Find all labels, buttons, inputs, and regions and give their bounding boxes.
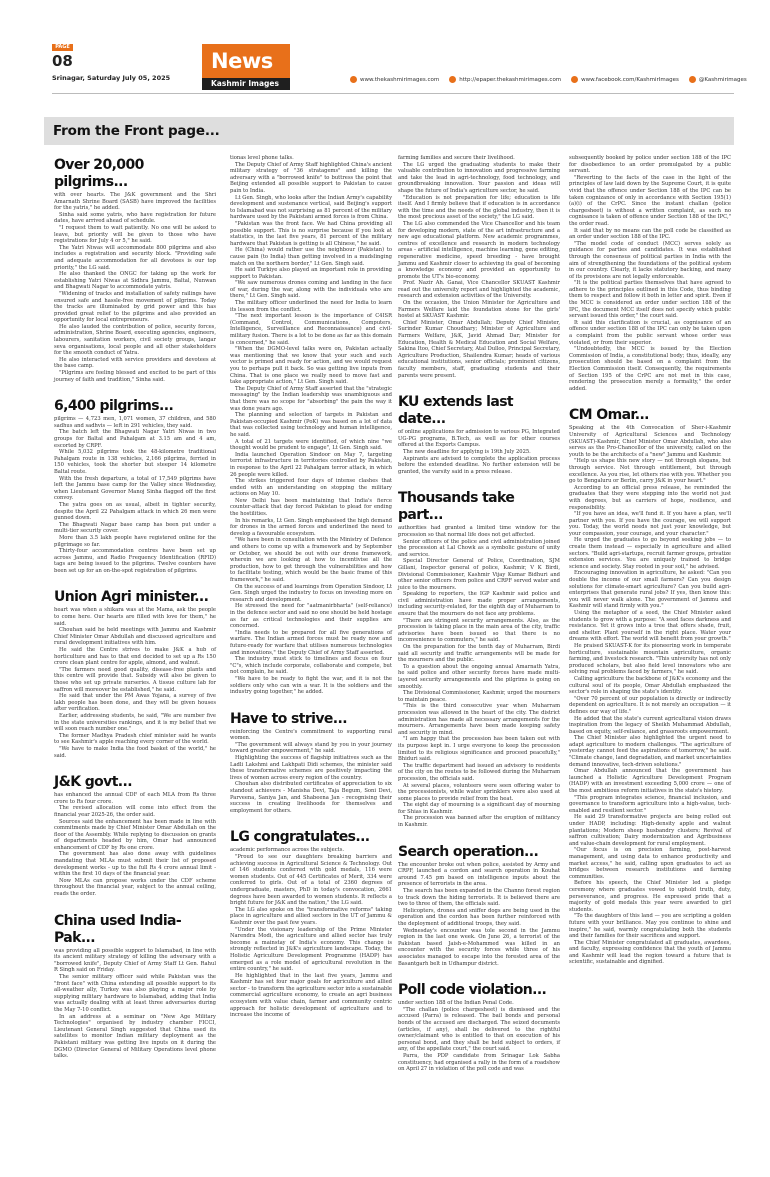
article-paragraph: The eight day of mourning is a significant day of mourning for Shias in Kashmir. bbox=[398, 802, 560, 815]
article-paragraph: "I request them to wait patiently. No one will be asked to leave, but priority will be given to those who have registrations for July 4 or 5," he said. bbox=[54, 224, 216, 245]
article-paragraph: A total of 21 targets were identified, of which nine "we thought would be prudent to engage", Lt Gen. Singh said. bbox=[230, 438, 392, 452]
article-paragraph: "Our focus is on precision farming, post-harvest management, and using data to enhance productivity and market access," he said, calling upon graduates to act as bridges between research institutions and farming communities. bbox=[569, 847, 731, 880]
article bbox=[398, 982, 560, 1073]
article bbox=[230, 829, 392, 1018]
article-paragraph: "We have been in consultation with the Ministry of Defence and others to come up with a framework and by September or October, we should be out with our drone framework, wherein we are looking at how to incentivise all the production, how to get through the vulnerabilities and how to facilitate testing, which would be the basic frame of this framework," he said. bbox=[230, 537, 392, 583]
article bbox=[54, 913, 216, 1060]
brand-title: News bbox=[202, 44, 290, 78]
header-divider bbox=[52, 93, 734, 94]
article-paragraph: "Help us shape this new story — not through slogans, but through service. Not through entitlement, but through excellence. As you rise, let others rise with you. Whether you go to Bengaluru or Berlin, carry J&K in your heart." bbox=[569, 458, 731, 485]
article-paragraph: with over hearts. The J&K government and the Shri Amarnath Shrine Board (SASB) have improved the facilities for the yatris," he added. bbox=[54, 192, 216, 212]
article-paragraph: Wednesday's encounter was tole second in the Jammu region in the last one week. On June 26, a terrorist of the Pakistan based Jaish-e-Mohammed was killed in an encounter with the security forces while three of his associates managed to escape into the forested area of the Basantgarh belt in Udhampur district. bbox=[398, 927, 560, 967]
article-paragraph: "Over 70 percent of our population is directly or indirectly dependent on agriculture. It is not merely an occupation — it defines our way of life." bbox=[569, 695, 731, 715]
article-paragraph: "We have to be ready to fight the war, and it is not the soldiers only who can win a war. It is the soldiers and the industry going together," he added. bbox=[230, 675, 392, 696]
article bbox=[569, 155, 731, 392]
epaper-link[interactable]: http://epaper.thekashmirimages.com bbox=[449, 76, 561, 83]
article-paragraph: Helicopters, drones and sniffer dogs are being used in the operation and the cordon has been further reinforced with the deployment of additional troops, they said. bbox=[398, 907, 560, 927]
article-paragraph: "The model code of conduct (MCC) serves solely as guidance for parties and candidates. It was established through the consensus of political parties in India with the aim of strengthening the foundations of the political system in our country. Clearly, it lacks statutory backing, and many of its provisions are not legally enforceable. bbox=[569, 240, 731, 280]
article-paragraph: Special Director General of Police, Coordination, SJM Gillani, Inspector general of police, Kashmir, V K Birdi, Divisional Commissioner, Kashmir Vijay Kumar Bidhuri and other senior officers from police and CRPF served water and juice to the mourners. bbox=[398, 558, 560, 591]
article-paragraph: Earlier, addressing students, he said, "We are number five in the state universities rankings, and it is my belief that we will soon reach number one." bbox=[54, 712, 216, 733]
article-headline: LG congratulates... bbox=[230, 829, 370, 846]
article-paragraph: Omar Abdullah announced that the government has launched a Holistic Agriculture Development Program (HADP) with an investment exceeding 5,000 crore — one of the most ambitious reform initiatives in the state's history. bbox=[569, 768, 731, 795]
article-paragraph: The Deputy Chief of Army Staff highlighted China's ancient military strategy of "36 stratagems" and killing the adversary with a "borrowed knife" to buttress the point that Beijing extended all possible support to Pakistan to cause pain to India. bbox=[230, 161, 392, 194]
article-paragraph: He also interacted with service providers and devotees at the base camp. bbox=[54, 356, 216, 370]
article-paragraph: Before his speech, the Chief Minister led a pledge ceremony where graduates vowed to uphold truth, duty, perseverance, and progress. He expressed pride that a majority of gold medals this year were awarded to girl students. bbox=[569, 880, 731, 913]
article-paragraph: "There are stringent security arrangements. Also, as the procession is taking place in the main area of the city, traffic advisories have been issued so that there is no inconvenience to commuters," he said. bbox=[398, 617, 560, 644]
article-paragraph: He (China) would rather use the neighbour (Pakistan) to cause pain (to India) than getting involved in a mudslinging match on the northern border," Lt Gen. Singh said. bbox=[230, 247, 392, 267]
globe-icon bbox=[350, 76, 357, 83]
article-paragraph: "Education is not preparation for life; education is life itself. And I firmly believe that if education is in accordance with the time and the needs of the global industry, then it is the most precious asset of the society," the LG said. bbox=[398, 194, 560, 221]
article bbox=[398, 844, 560, 968]
article-paragraph: The traffic department had issued an advisory to residents of the city on the routes to be followed during the Muharram procession, the officials said. bbox=[398, 762, 560, 782]
article-paragraph: The new deadline for applying is 19th July 2025. bbox=[403, 448, 531, 455]
article-paragraph: "When the DGMO-level talks were on, Pakistan actually was mentioning that we know that your such and such vector is primed and ready for action, and we would request you to perhaps pull it back. So was getting live inputs from China. That is one place we really need to move fast and take appropriate action," Lt Gen. Singh said. bbox=[230, 346, 392, 386]
article-paragraph: was providing all possible support to Islamabad, in line with its ancient military strategy of killing the adversary with a "borrowed knife", Deputy Chief of Army Staff Lt Gen. Rahul R Singh said on Friday. bbox=[54, 947, 216, 974]
article-paragraph: The batch left the Bhagwati Nagar Yatri Niwas in two groups for Baltal and Pahalgam at 3.15 am and 4 am, escorted by CRPF. bbox=[54, 429, 216, 449]
article-paragraph: authorities had granted a limited time window for the procession so that normal life does not get affected. bbox=[398, 525, 560, 538]
article-paragraph: He also thanked the ONGC for taking up the work for establishing Yatri Niwas at Sidhra Jammu, Baltal, Nunwan and Bhagwati Nagar to accommodate yatris. bbox=[54, 271, 216, 291]
article-paragraph: On the preparation for the tenth day of Muharram, Birdi said all security and traffic arrangements will be made for the mourners and the public. bbox=[398, 644, 560, 664]
article-paragraph: "Pakistan was the front face. We had China providing all possible support. This is no surprise because if you look at statistics, in the last five years, 81 percent of the military hardware that Pakistan is getting is all Chinese," he said. bbox=[230, 220, 392, 247]
article-paragraph: To a question about the ongoing annual Amarnath Yatra, he said police and other security forces have made multi-layered security arrangements and the pilgrims is going on smoothly. bbox=[398, 663, 560, 690]
article-paragraph: The former Madhya Pradesh chief minister said he wants to see Kashmir's apple reaching every corner of the world. bbox=[54, 732, 216, 746]
website-link[interactable]: www.thekashmirimages.com bbox=[350, 76, 439, 83]
article-paragraph: He said Turkiye also played an important role in providing support to Pakistan. bbox=[230, 267, 392, 280]
article-paragraph: reinforcing the Centre's commitment to supporting rural women. bbox=[230, 728, 392, 742]
article-paragraph: The industry must stick to timelines and focus on four "C"s, which include corporate, collaborate and compete, but not complain, he said. bbox=[230, 656, 392, 676]
article-paragraph: The Chief Minister also highlighted the urgent need to adapt agriculture to modern challenges. "The agriculture of yesterday cannot feed the aspirations of tomorrow," he said. "Climate change, land degradation, and market uncertainties demand innovative, tech-driven solutions." bbox=[569, 735, 731, 768]
dateline: Srinagar, Saturday July 05, 2025 bbox=[52, 74, 171, 82]
article-paragraph: He highlighted that in the last five years, Jammu and Kashmir has set four major goals for agriculture and allied sector - to transform the agriculture sector into a sustainable commercial agriculture economy, to create an agri business ecosystem with value chain, farmer and community centric approach for holistic development of agriculture and to increase the income of bbox=[230, 972, 392, 1019]
article-paragraph: Sources said the enhancement has been made in line with commitments made by Chief Minister Omar Abdullah on the floor of the Assembly. While replying to discussion on grants of departments headed by him, Omar had announced enhancement of CDF by Rs one crore. bbox=[54, 818, 216, 851]
article-paragraph: According to an official press release, he reminded the graduates that they were stepping into the world not just with degrees, but as carriers of hope, resilience, and responsibility. bbox=[569, 484, 731, 511]
article-paragraph: "The challan (police chargesheet) is dismissed and the accused (Parra) is released. The bail bonds and personal bonds of the accused are discharged. The seized documents (articles, if any), shall be delivered to the rightful owner/claimant who is entitled to that on execution of his personal bond, and they shall be held subject to orders, if any, of the appellate court," the court said. bbox=[398, 1006, 560, 1053]
article-paragraph: Speaking to reporters, the IGP Kashmir said police and civil administration have made proper arrangements, including security-related, for the eighth day of Muharram to ensure that the mourners do not face any problems. bbox=[398, 591, 560, 618]
page-header bbox=[0, 0, 770, 110]
article-paragraph: "If you have an idea, we'll fund it. If you have a plan, we'll partner with you. If you have the courage, we will support you. Today, the world needs not just your knowledge, but your compassion, your courage, and your character." bbox=[569, 511, 731, 537]
article-paragraph: More than 3.5 lakh people have registered online for the pilgrimage so far. bbox=[54, 534, 216, 548]
article-paragraph: He said the Centre strives to make J&K a hub of horticulture and has to that end decided to set up a Rs 150 crore clean plant centre for apple, almond, and walnut. bbox=[54, 647, 216, 667]
article-paragraph: "The government will always stand by you in your journey toward greater empowerment," he said. bbox=[230, 741, 392, 755]
article bbox=[398, 490, 560, 828]
article-paragraph: Senior officers of the police and civil administration joined the procession at Lal Chowk as a symbolic gesture of unity and service. bbox=[398, 538, 560, 558]
article-paragraph: Chouhan also distributed certificates of appreciation to six standout achievers - Manisha Devi, Taja Begum, Soni Devi, Parveena, Saniya Jan, and Shabeena Jan - recognising their success in creating livelihoods for themselves and employment for others. bbox=[230, 781, 392, 814]
article-paragraph: The Chief Minister congratulated all graduates, awardees, and faculty, expressing confidence that the youth of Jammu and Kashmir will lead the region toward a future that is scientific, sustainable and dignified. bbox=[569, 939, 731, 966]
article-paragraph: The LG also spoke on the "transformative reforms" taking place in agriculture and allied sectors in the UT of Jammu & Kashmir over the past few years. bbox=[230, 906, 392, 926]
article-paragraph: The Bhagwati Nagar base camp has been put under a multi-tier security cover. bbox=[54, 521, 216, 535]
article-paragraph: has enhanced the annual CDF of each MLA from Rs three crore to Rs four crore. bbox=[54, 792, 216, 805]
article-paragraph: The government has also done away with guidelines mandating that MLAs must submit their list of proposed development works - up to the full Rs 4 crore annual limit - within the first 10 days of the financial year. bbox=[54, 851, 216, 878]
article-paragraph: At several places, volunteers were seen offering water to the processionists, while water sprinklers were also used at some places to provide relief from the heat. bbox=[398, 782, 560, 802]
article-paragraph: He said that under the PM Awas Yojana, a survey of five lakh people has been done, and they will be given houses after verification. bbox=[54, 693, 216, 713]
article-paragraph: The Yatri Niwas will accommodate 800 pilgrims and also includes a registration and security block. "Providing safe and adequate accommodation for all devotees is our top priority," the LG said. bbox=[54, 244, 216, 271]
column-3 bbox=[398, 155, 560, 1073]
epaper-icon bbox=[449, 76, 456, 83]
section-title: From the Front page... bbox=[53, 123, 220, 139]
article-paragraph: pilgrims — 4,723 men, 1,071 women, 37 children, and 580 sadhus and sadhvis — left in 291 vehicles, they said. bbox=[54, 416, 216, 429]
article-paragraph: In an address at a seminar on "New Age Military Technologies" organised by industry chamber FICCI, Lieutenant General Singh suggested that China used its satellites to monitor Indian military deployment as the Pakistani military was getting live inputs on it during the DGMO (Director General of Military Operations level phone talks. bbox=[54, 1013, 216, 1060]
article-paragraph: With the fresh departure, a total of 17,549 pilgrims have left the Jammu base camp for the Valley since Wednesday, when Lieutenant Governor Manoj Sinha flagged off the first convoy. bbox=[54, 475, 216, 502]
article-paragraph: He also lauded the contribution of police, security forces, administration, Shrine Board, executing agencies, engineers, labourers, sanitation workers, civil society groups, langar seva organisations, local people and all other stakeholders for the smooth conduct of Yatra. bbox=[54, 323, 216, 357]
article bbox=[398, 155, 560, 379]
article-headline: CM Omar... bbox=[569, 407, 649, 424]
article-paragraph: academic performance across the subjects. bbox=[230, 847, 345, 854]
column-2 bbox=[230, 155, 392, 1019]
article bbox=[54, 589, 216, 759]
article-paragraph: "This program integrates science, financial inclusion, and governance to transform agriculture into a high-value, tech-enabled and resilient sector." bbox=[569, 794, 731, 814]
article-paragraph: "The next important lesson is the importance of C4ISR (Command, Control, Communications, Computers, Intelligence, Surveillance and Reconnaissance) and civil-military fusion. There is a lot to be done as far as this domain is concerned," he said. bbox=[230, 313, 392, 346]
article-paragraph: "To the daughters of this land — you are scripting a golden future with your brilliance. May you continue to shine and inspire," he said, warmly congratulating both the students and their families for their sacrifices and support. bbox=[569, 913, 731, 940]
article-paragraph: "I am happy that the procession has been taken out with its purpose kept in. I urge everyone to keep the procession limited to its religious significance and proceed peacefully," Bhiduri said. bbox=[398, 736, 560, 763]
brand-subtitle: Kashmir Images bbox=[202, 78, 290, 90]
article-paragraph: Parra, the PDP candidate from Srinagar Lok Sabha constituency, had organised a rally in the form of a roadshow on April 27 in violation of the poll code and was bbox=[398, 1052, 560, 1073]
article-paragraph: India launched Operation Sindoor on May 7, targeting terrorist infrastructure in territories controlled by Pakistan, in response to the April 22 Pahalgam terror attack, in which 26 people were killed. bbox=[230, 451, 392, 478]
article-headline: 6,400 pilgrims... bbox=[54, 398, 174, 415]
article-paragraph: Chief Minister, Omar Abdullah; Deputy Chief Minister, Surinder Kumar Choudhary; Minister of Agriculture and Farmers Welfare, J&K, Javid Ahmad Dar; Minister for Education, Health & Medical Education and Social Welfare, Sakina Itoo, Chief Secretary, Atal Dulloo, Principal Secretary, Agriculture Production, Shailendra Kumar; heads of various educational institutions, senior officials; prominent citizens, faculty members, staff, graduating students and their parents were present. bbox=[398, 319, 560, 379]
twitter-link[interactable]: @Kashmirimages bbox=[689, 76, 747, 83]
article-paragraph: Now MLAs can propose works under the CDF scheme throughout the financial year, subject to the annual ceiling, reads the order. bbox=[54, 877, 216, 898]
article-paragraph: The LG urged the graduating students to make their valuable contribution to innovation and progressive farming and take the lead in agri-technology, food technology, and groundbreaking innovation. Your passion and ideas will shape the future of India's agriculture sector, he said. bbox=[398, 161, 560, 194]
article-paragraph: New Delhi has been maintaining that India's fierce counter-attack that day forced Pakistan to plead for ending the hostilities. bbox=[230, 497, 392, 518]
article-paragraph: under section 188 of the Indian Penal Code. bbox=[398, 1000, 514, 1007]
article-paragraph: The Deputy Chief of Army Staff asserted that the "strategic messaging" by the Indian leadership was unambiguous and that there was no scope for "absorbing" the pain the way it was done years ago. bbox=[230, 385, 392, 412]
article-paragraph: He added that the state's current agricultural vision draws inspiration from the legacy of Sheikh Muhammad Abdullah, based on equity, self-reliance, and grassroots empowerment. bbox=[569, 715, 731, 735]
page-label: PAGE bbox=[52, 44, 73, 51]
article-paragraph: "This is the third consecutive year when Muharram procession was allowed in the heart of the city. The district administration has made all necessary arrangements for the mourners. Arrangements have been made keeping safety and security in mind. bbox=[398, 703, 560, 736]
article-paragraph: Aspirants are advised to complete the application process before the extended deadline. No further extension will be granted, the varsity said in a press release. bbox=[398, 455, 560, 475]
article-headline: Search operation... bbox=[398, 843, 539, 860]
article-paragraph: subsequently booked by police under section 188 of the IPC for disobedience to an order promulgated by a public servant. bbox=[569, 155, 731, 175]
article-paragraph: Chouhan said he held meetings with Jammu and Kashmir Chief Minister Omar Abdullah and discussed agriculture and rural development initiatives with him. bbox=[54, 627, 216, 647]
article-paragraph: "India needs to be prepared for all five generations of warfare. The Indian armed forces must be ready now and future-ready for warfare that utilises numerous technologies and innovations," the Deputy Chief of Army Staff asserted. bbox=[230, 629, 392, 656]
column-4 bbox=[569, 155, 731, 966]
article-paragraph: On the occasion, the Union Minister for Agriculture and Farmers Welfare laid the foundation stone for the girls' hostel at SKUAST Kashmir. bbox=[398, 300, 560, 320]
twitter-icon bbox=[689, 76, 696, 83]
article-headline: Poll code violation... bbox=[398, 982, 547, 999]
article-paragraph: He stressed the need for "aatmanirbharta" (self-reliance) in the defence sector and said no one should be held hostage as far as critical technologies and their supplies are concerned. bbox=[230, 603, 392, 630]
article-paragraph: The senior military officer said while Pakistan was the "front face" with China extending all possible support to its all-weather ally, Turkey was also playing a major role by supplying military hardware to Islamabad, adding that India was actually dealing with at least three adversaries during the May 7-10 conflict. bbox=[54, 974, 216, 1013]
article-paragraph: Speaking at the 4th Convocation of Sher-i-Kashmir University of Agricultural Sciences and Technology (SKUAST)-Kashmir, Chief Minister Omar Abdullah, who also serves as the Pro-Chancellor of the university, called on the youth to be the architects of a "new" Jammu and Kashmir. bbox=[569, 425, 731, 458]
article-paragraph: The procession was banned after the eruption of militancy in Kashmir. bbox=[398, 815, 560, 829]
social-links bbox=[350, 76, 747, 83]
article bbox=[230, 155, 392, 696]
article-paragraph: "We saw numerous drones coming and landing in the face of war, during the war, along with the individuals who are there," Lt Gen. Singh said. bbox=[230, 280, 392, 300]
article-paragraph: Encouraging innovation in agriculture, he asked: "Can you double the income of our small farmers? Can you design solutions for climate-smart agriculture? Can you build agri-enterprises that generate rural jobs? If yes, then know this: you will never walk alone. The government of Jammu and Kashmir will stand firmly with you." bbox=[569, 570, 731, 610]
article-paragraph: Highlighting the success of flagship initiatives such as the Ladli Lakshmi and Lakhpati Didi schemes, the minister said these transformative schemes are positively impacting the lives of women across every region of the country. bbox=[230, 755, 392, 781]
article-paragraph: heart was when a shikara was at the Mama, ask the people to come here. Our hearts are filled with love for them," he said. bbox=[54, 607, 216, 627]
article-paragraph: "Pilgrims are feeling blessed and excited to be part of this journey of faith and tradition," Sinha said. bbox=[54, 370, 216, 383]
article-paragraph: The yatra goes on as usual, albeit in tighter security, despite the April 22 Pahalgam attack in which 26 men were gunned down. bbox=[54, 501, 216, 522]
article-paragraph: Calling agriculture the backbone of J&K's economy and the cultural soul of its people, Omar Abdullah emphasized the sector's role in shaping the state's identity. bbox=[569, 675, 731, 696]
article-headline: Thousands take part... bbox=[398, 490, 515, 524]
facebook-icon bbox=[571, 76, 578, 83]
article bbox=[230, 711, 392, 815]
article-paragraph: "It is the political parties themselves that have agreed to adhere to the principles outlined in this Code, thus binding them to respect and follow it both in letter and spirit. Even if the MCC is considered an order under section 188 of the IPC, the document MCC itself does not specify which public servant issued this order," the court said. bbox=[569, 280, 731, 320]
article-paragraph: Prof. Nazir Ah. Ganai, Vice Chancellor SKUAST Kashmir read out the university report and highlighted the academic, research and extension activities of the University. bbox=[398, 280, 560, 300]
facebook-link[interactable]: www.facebook.com/KashmirImages bbox=[571, 76, 679, 83]
article-paragraph: The military officer underlined the need for India to learn its lesson from the conflict. bbox=[230, 300, 392, 313]
article-paragraph: It said that by no means can the poll code be classified as an order under section 188 of the IPC. bbox=[569, 227, 731, 241]
article-headline: J&K govt... bbox=[54, 774, 132, 791]
article-headline: Have to strive... bbox=[230, 710, 347, 727]
article-paragraph: "Proud to see our daughters breaking barriers and achieving success in Agricultural Science & Technology. Out of 146 students conferred with gold medals, 116 were women students. Out of 445 Certificates of Merit, 334 were conferred to girls. Out of a total of 2360 degrees of undergraduate, masters, PhD in today's convocation, 2661 degrees have been awarded to women students. It reflects a bright future for J&K and the nation," the LG said. bbox=[230, 854, 392, 907]
article bbox=[398, 394, 560, 475]
article bbox=[54, 398, 216, 574]
article-paragraph: of online applications for admission to various PG, Integrated UG-PG programs, B.Tech, as well as for other courses offered at the Exports Campus. bbox=[398, 429, 560, 449]
section-banner bbox=[44, 117, 734, 145]
article-paragraph: The planning and selection of targets in Pakistan and Pakistan-occupied Kashmir (PoK) was based on a lot of data that was collected using technology and human intelligence, he said. bbox=[230, 412, 392, 438]
article-paragraph: It said this clarification is crucial, as cognisance of an offence under section 188 of the IPC can only be taken upon a complaint from the public servant whose order was violated, or from their superior. bbox=[569, 319, 731, 346]
article-paragraph: While 5,032 pilgrims took the 48-kilometre traditional Pahalgam route in 138 vehicles, 2,166 pilgrims, ferried in 150 vehicles, took the shorter but steeper 14 kilometre Baltal route. bbox=[54, 449, 216, 475]
article-paragraph: The encounter broke out when police, assisted by Army and CRPF, launched a cordon and search operation in Kouhat around 7.45 pm based on intelligence inputs about the presence of terrorists in the area. bbox=[398, 861, 560, 888]
article-paragraph: In his remarks, Lt Gen. Singh emphasised the high demand for drones in the armed forces and underlined the need to develop a favourable ecosystem. bbox=[230, 517, 392, 537]
article bbox=[54, 157, 216, 383]
article-paragraph: "The farmers need good quality, disease-free plants and this centre will provide that. Subsidy will also be given to those who set up private nurseries. A tissue culture lab for saffron will moreover be established," he said. bbox=[54, 666, 216, 693]
article-headline: China used India-Pak... bbox=[54, 912, 182, 946]
article-paragraph: "Under the visionary leadership of the Prime Minister Narendra Modi, the agriculture and allied sector has truly become a mainstay of India's economy. This change is strongly reflected in J&K's agriculture landscape. Today, the Holistic Agriculture Development Programme (HADP) has emerged as a role model of agricultural revolution in the entire country," he said. bbox=[230, 926, 392, 973]
article-headline: KU extends last date... bbox=[398, 394, 514, 428]
article-paragraph: Thirty-four accommodation centres have been set up across Jammu, and Radio Frequency Identification (RFID) tags are being issued to the pilgrims. Twelve counters have been set up for an on-the-spot registration of pilgrims. bbox=[54, 548, 216, 574]
article-paragraph: On the success of and learnings from Operation Sindoor, Lt Gen. Singh urged the industry to focus on investing more on research and development. bbox=[230, 583, 392, 603]
news-brand-logo bbox=[202, 44, 290, 90]
article-paragraph: tionas level phone talks. bbox=[230, 155, 294, 161]
column-1 bbox=[54, 155, 216, 1060]
article bbox=[569, 407, 731, 966]
article-paragraph: farming families and secure their livelihood. bbox=[398, 155, 515, 161]
article bbox=[54, 774, 216, 898]
article-paragraph: The strikes triggered four days of intense clashes that ended with an understanding on stopping the military actions on May 10. bbox=[230, 478, 392, 498]
article-headline: Over 20,000 pilgrims... bbox=[54, 157, 144, 190]
article-paragraph: "Widening of tracks and installation of safety railings have ensured safe and hassle-free movement of pilgrims. Today the tracks are illuminated by grid power and this has provided great relief to the pilgrims and also provided an opportunity for local entrepreneurs. bbox=[54, 290, 216, 324]
article-paragraph: The search has been expanded in the Channo forest region to track down the hiding terrorists. It is believed there are two to three of them, the officials said. bbox=[398, 888, 560, 908]
article-paragraph: Lt Gen. Singh, who looks after the Indian Army's capability development and sustenance vertical, said Beijing's support to Islamabad was not surprising as 81 percent of the military hardware used by the Pakistani armed forces is from China. bbox=[230, 194, 392, 221]
article-paragraph: He urged the graduates to go beyond seeking jobs — to create them instead — especially in agriculture and allied sectors. "Build agri-startups, recruit farmer groups, privatize extension services. You are uniquely trained to bridge science and society. Stay rooted in your soil," he advised. bbox=[569, 537, 731, 570]
article-paragraph: The revised allocation will come into effect from the financial year 2025-26, the order said. bbox=[54, 805, 216, 818]
article-paragraph: He praised SKUAST-K for its pioneering work in temperate horticulture, sustainable mountain agriculture, organic farming, and livestock research. "This university has not only produced scholars, but also field level innovators who are solving real problems faced by farmers," he said. bbox=[569, 642, 731, 676]
page-number: 08 bbox=[52, 52, 73, 70]
article-paragraph: Sinha said some yatris, who have registration for future dates, have arrived ahead of schedule. bbox=[54, 211, 216, 225]
article-headline: Union Agri minister... bbox=[54, 589, 209, 606]
article-paragraph: "Reverting to the facts of the case in the light of the principles of law laid down by the Supreme Court, it is quite vivid that the offence under Section 188 of the IPC can be taken cognizance of only in accordance with Section 195(1)(a)(i) of the CrPC. Since the instant challan (police chargesheet) is without a written complaint, as such no cognisance is taken of offence under Section 188 of the IPC," the order read. bbox=[569, 174, 731, 227]
article-paragraph: "Undoubtedly, the MCC is issued by the Election Commission of India, a constitutional body; thus, ideally, any prosecution should be based on a complaint from the Election Commission itself. Consequently, the requirements of Section 195 of the CrPC are not met in this case, rendering the prosecution merely a formality," the order added. bbox=[569, 346, 731, 392]
article-paragraph: Using the metaphor of a seed, the Chief Minister asked students to grow with a purpose: "A seed faces darkness and resistance. Yet it grows into a tree that offers shade, fruit, and shelter. Plant yourself in the right place. Water your dreams with effort. The world will benefit from your growth." bbox=[569, 610, 731, 643]
article-paragraph: The LG also commended the Vice Chancellor and his team for developing modern, state of the art infrastructure and a new age educational platform. New academic programmes, centres of excellence and research in modern technology areas - artificial intelligence, machine learning, gene editing, regenerative medicine, speed breeding - have brought Jammu and Kashmir closer to achieving its goal of becoming a knowledge economy and provided an opportunity to promote the UT's bio-economy. bbox=[398, 220, 560, 280]
article-paragraph: "We have to make India the food basket of the world," he said. bbox=[54, 745, 216, 759]
article-paragraph: He said 29 transformative projects are being rolled out under HADP, including: High-density apple and walnut plantations; Modern sheep husbandry clusters; Revival of saffron cultivation; Dairy modernization and Agribusiness and value-chain development for rural employment. bbox=[569, 814, 731, 847]
article-paragraph: The Divisional Commissioner, Kashmir, urged the mourners to maintain peace. bbox=[398, 690, 560, 703]
